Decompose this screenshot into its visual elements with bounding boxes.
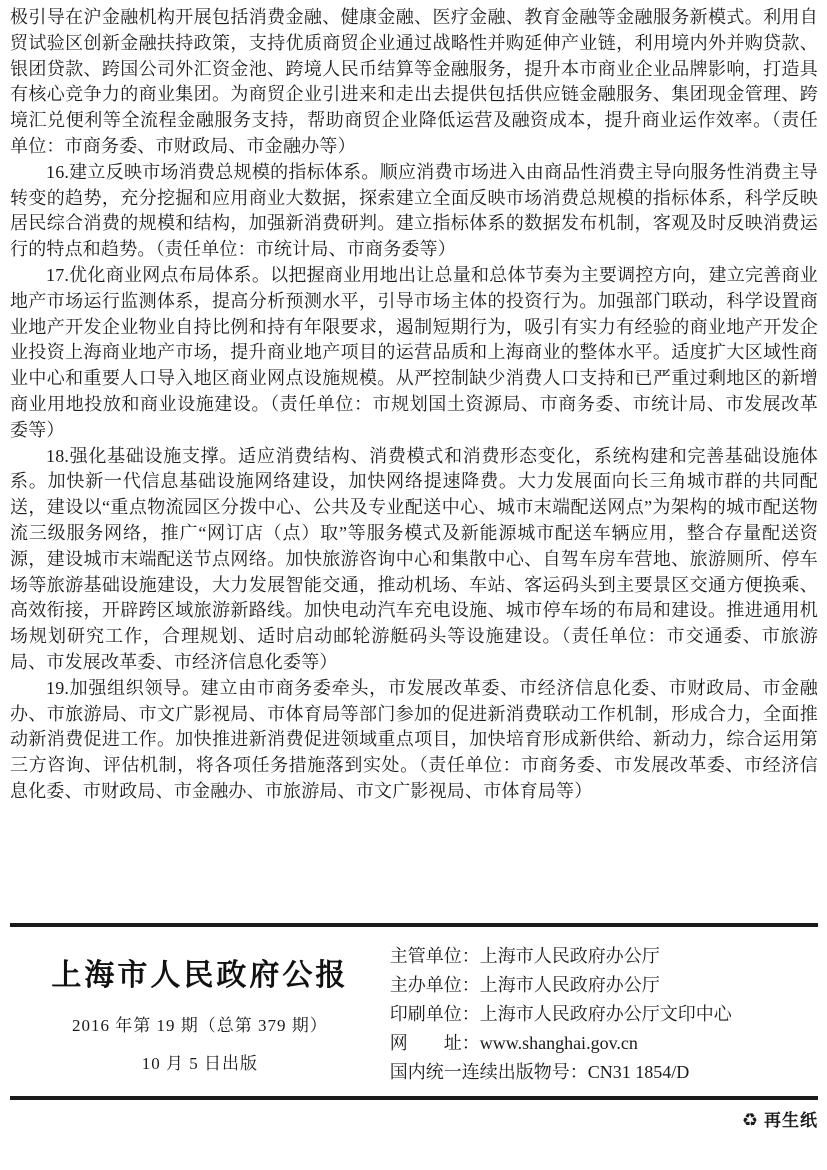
printer-unit-label: 印刷单位： bbox=[389, 1004, 480, 1024]
issue-number-line: 2016 年第 19 期（总第 379 期） bbox=[72, 1016, 328, 1035]
paragraph-continuation: 极引导在沪金融机构开展包括消费金融、健康金融、医疗金融、教育金融等金融服务新模式。利用自贸试验区创新金融扶持政策，支持优质商贸企业通过战略性并购延伸产业链，利用境内外并购贷款、银团贷款、跨国公司外汇资金池、跨境人民币结算等金融服务，提升本市商业企业品牌影响，打造具有核心竞争力的商业集团。为商贸企业引进来和走出去提供包括供应链金融服务、集团现金管理、跨境汇兑便利等全流程金融服务支持，帮助商贸企业降低运营及融资成本，提升商业运作效率。（责任单位：市商务委、市财政局、市金融办等） bbox=[10, 7, 818, 156]
organizer-unit-value: 上海市人民政府办公厅 bbox=[479, 975, 660, 995]
publication-number-row bbox=[390, 1058, 818, 1087]
printer-unit-value: 上海市人民政府办公厅文印中心 bbox=[479, 1004, 732, 1024]
recycled-paper-mark bbox=[742, 1106, 818, 1131]
paragraph-item-19: 19.加强组织领导。建立由市商务委牵头，市发展改革委、市经济信息化委、市财政局、市金融办、市旅游局、市文广影视局、市体育局等部门参加的促进新消费联动工作机制，形成合力，全面推动新消费促进工作。加快推进新消费促进领域重点项目，加快培育形成新供给、新动力，综合运用第三方咨询、评估机制，将各项任务措施落到实处。（责任单位：市商务委、市发展改革委、市经济信息化委、市财政局、市金融办、市旅游局、市文广影视局、市体育局等） bbox=[10, 677, 818, 801]
publication-number-label: 国内统一连续出版物号： bbox=[389, 1062, 588, 1082]
recycled-paper-label: 再生纸 bbox=[764, 1111, 818, 1130]
website-row bbox=[390, 1029, 818, 1058]
supervisor-unit-row bbox=[390, 942, 818, 971]
organizer-unit-row bbox=[390, 971, 818, 1000]
supervisor-unit-label: 主管单位： bbox=[389, 946, 480, 966]
colophon-left-column bbox=[10, 940, 390, 1087]
colophon-top-rule bbox=[10, 923, 818, 927]
publish-date-line: 10 月 5 日出版 bbox=[141, 1054, 258, 1073]
gazette-colophon bbox=[10, 940, 818, 1087]
document-body bbox=[10, 5, 818, 805]
website-label: 网 址： bbox=[389, 1033, 480, 1053]
paragraph-item-17: 17.优化商业网点布局体系。以把握商业用地出让总量和总体节奏为主要调控方向，建立完善商业地产市场运行监测体系，提高分析预测水平，引导市场主体的投资行为。加强部门联动，科学设置商业地产开发企业物业自持比例和持有年限要求，遏制短期行为，吸引有实力有经验的商业地产开发企业投资上海商业地产市场，提升商业地产项目的运营品质和上海商业的整体水平。适度扩大区域性商业中心和重要人口导入地区商业网点设施规模。从严控制缺少消费人口支持和已严重过剩地区的新增商业用地投放和商业设施建设。（责任单位：市规划国土资源局、市商务委、市统计局、市发展改革委等） bbox=[10, 264, 818, 440]
website-value: www.shanghai.gov.cn bbox=[479, 1033, 638, 1053]
gazette-title: 上海市人民政府公报 bbox=[51, 959, 349, 992]
publication-number-value: CN31 1854/D bbox=[587, 1062, 690, 1082]
colophon-bottom-rule bbox=[10, 1096, 818, 1100]
paragraph-item-18: 18.强化基础设施支撑。适应消费结构、消费模式和消费形态变化，系统构建和完善基础设施体系。加快新一代信息基础设施网络建设，加快网络提速降费。大力发展面向长三角城市群的共同配送，建设以“重点物流园区分拨中心、公共及专业配送中心、城市末端配送网点”为架构的城市配送物流三级服务网络，推广“网订店（点）取”等服务模式及新能源城市配送车辆应用，整合存量配送资源，建设城市末端配送节点网络。加快旅游咨询中心和集散中心、自驾车房车营地、旅游厕所、停车场等旅游基础设施建设，大力发展智能交通，推动机场、车站、客运码头到主要景区交通方便换乘、高效衔接，开辟跨区域旅游新路线。加快电动汽车充电设施、城市停车场的布局和建设。推进通用机场规划研究工作，合理规划、适时启动邮轮游艇码头等设施建设。（责任单位：市交通委、市旅游局、市发展改革委、市经济信息化委等） bbox=[10, 445, 818, 672]
recycle-icon: ♻ bbox=[741, 1110, 759, 1130]
organizer-unit-label: 主办单位： bbox=[389, 975, 480, 995]
paragraph-item-16: 16.建立反映市场消费总规模的指标体系。顺应消费市场进入由商品性消费主导向服务性消费主导转变的趋势，充分挖掘和应用商业大数据，探索建立全面反映市场消费总规模的指标体系，科学反映居民综合消费的规模和结构，加强新消费研判。建立指标体系的数据发布机制，客观及时反映消费运行的特点和趋势。（责任单位：市统计局、市商务委等） bbox=[10, 161, 818, 260]
printer-unit-row bbox=[390, 1000, 818, 1029]
colophon-right-column bbox=[390, 940, 818, 1087]
supervisor-unit-value: 上海市人民政府办公厅 bbox=[479, 946, 660, 966]
